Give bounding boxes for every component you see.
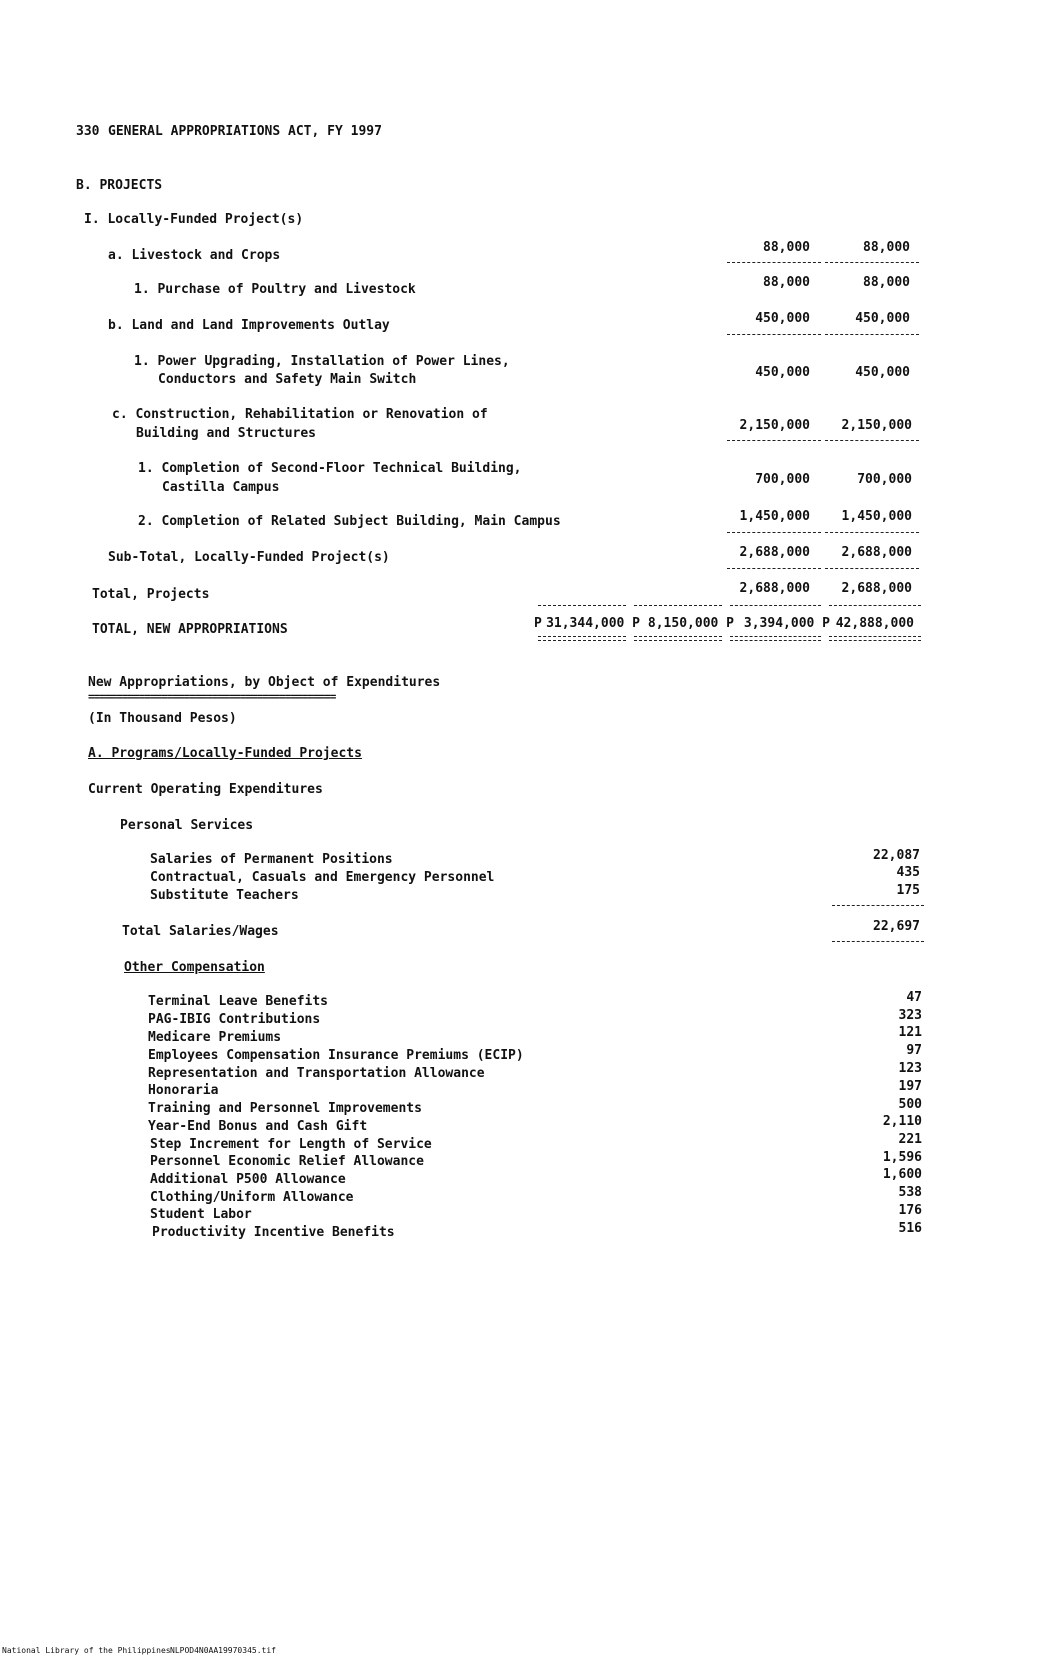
item-c1-col4: 700,000 [755, 472, 810, 487]
total-salaries-label: Total Salaries/Wages [122, 924, 279, 939]
object-heading-rule: ============================================ [88, 690, 336, 703]
section-heading-projects: B. PROJECTS [76, 178, 163, 193]
footer-library: National Library of the Philippines [2, 1646, 171, 1655]
other-label-6: Training and Personnel Improvements [148, 1101, 422, 1116]
total-new-total: 42,888,000 [835, 616, 914, 631]
other-value-2: 121 [898, 1025, 922, 1040]
rule-total-col2 [538, 605, 626, 606]
item-a1-total: 88,000 [863, 275, 910, 290]
subtotal-col4: 2,688,000 [739, 545, 810, 560]
current-operating-heading: Current Operating Expenditures [88, 782, 323, 797]
other-label-7: Year-End Bonus and Cash Gift [148, 1119, 368, 1134]
other-label-11: Clothing/Uniform Allowance [150, 1190, 354, 1205]
item-a1-col4: 88,000 [763, 275, 810, 290]
item-b1-label-line1: 1. Power Upgrading, Installation of Power Lines, [134, 354, 510, 369]
other-label-12: Student Labor [150, 1207, 252, 1222]
rule-c-total [825, 440, 919, 441]
rule-b-col4 [727, 334, 821, 335]
total-projects-col4: 2,688,000 [739, 581, 810, 596]
item-b1-total: 450,000 [855, 365, 910, 380]
unit-label: (In Thousand Pesos) [88, 711, 237, 726]
salary-label-2: Substitute Teachers [150, 888, 299, 903]
total-new-col2: 31,344,000 P [546, 616, 640, 631]
rule-b-total [825, 334, 919, 335]
item-b-total: 450,000 [855, 311, 910, 326]
item-a1-label: 1. Purchase of Poultry and Livestock [134, 282, 416, 297]
double-rule-col3 [634, 636, 722, 641]
other-value-13: 516 [898, 1221, 922, 1236]
other-value-0: 47 [906, 990, 922, 1005]
item-c2-total: 1,450,000 [841, 509, 912, 524]
subtotal-label: Sub-Total, Locally-Funded Project(s) [108, 550, 390, 565]
total-new-col3: 8,150,000 P [647, 616, 734, 631]
total-projects-total: 2,688,000 [841, 581, 912, 596]
item-c-total: 2,150,000 [841, 418, 912, 433]
total-new-col4: 3,394,000 P [743, 616, 830, 631]
rule-a-total [825, 262, 919, 263]
total-new-appropriations-label: TOTAL, NEW APPROPRIATIONS [92, 622, 288, 637]
double-rule-col2 [538, 636, 626, 641]
item-c1-label-line1: 1. Completion of Second-Floor Technical Building, [138, 461, 522, 476]
rule-a-col4 [727, 262, 821, 263]
personal-services-heading: Personal Services [120, 818, 254, 833]
other-value-8: 221 [898, 1132, 922, 1147]
item-a-col4: 88,000 [763, 240, 810, 255]
rule-subtotal-total [825, 568, 919, 569]
rule-total-total [829, 605, 921, 606]
double-rule-total [829, 636, 921, 641]
other-label-1: PAG-IBIG Contributions [148, 1012, 321, 1027]
total-new-peso-sign: P [534, 616, 542, 631]
other-value-10: 1,600 [882, 1167, 922, 1182]
other-label-0: Terminal Leave Benefits [148, 994, 329, 1009]
object-heading: New Appropriations, by Object of Expenditures [88, 675, 441, 690]
page-header-title: GENERAL APPROPRIATIONS ACT, FY 1997 [108, 124, 382, 139]
other-value-6: 500 [898, 1097, 922, 1112]
salary-label-0: Salaries of Permanent Positions [150, 852, 393, 867]
item-c1-total: 700,000 [857, 472, 912, 487]
item-c-label-line2: Building and Structures [136, 426, 317, 441]
other-label-9: Personnel Economic Relief Allowance [150, 1154, 424, 1169]
subtotal-total: 2,688,000 [841, 545, 912, 560]
item-c-col4: 2,150,000 [739, 418, 810, 433]
item-c1-label-line2: Castilla Campus [162, 480, 280, 495]
double-rule-col4 [730, 636, 821, 641]
item-a-total: 88,000 [863, 240, 910, 255]
section-a-heading: A. Programs/Locally-Funded Projects [88, 746, 362, 761]
footer-file: NLPOD4N0AA19970345.tif [170, 1646, 276, 1655]
total-projects-label: Total, Projects [92, 587, 210, 602]
rule-c2-total [825, 532, 919, 533]
other-label-8: Step Increment for Length of Service [150, 1137, 432, 1152]
item-c2-col4: 1,450,000 [739, 509, 810, 524]
other-label-3: Employees Compensation Insurance Premiums (ECIP) [148, 1048, 524, 1063]
salary-label-1: Contractual, Casuals and Emergency Personnel [150, 870, 495, 885]
other-value-5: 197 [898, 1079, 922, 1094]
other-value-12: 176 [898, 1203, 922, 1218]
other-label-5: Honoraria [148, 1083, 219, 1098]
other-value-11: 538 [898, 1185, 922, 1200]
item-b1-col4: 450,000 [755, 365, 810, 380]
item-b-col4: 450,000 [755, 311, 810, 326]
other-value-1: 323 [898, 1008, 922, 1023]
item-a-label: a. Livestock and Crops [108, 248, 281, 263]
item-b-label: b. Land and Land Improvements Outlay [108, 318, 390, 333]
locally-funded-heading: I. Locally-Funded Project(s) [84, 212, 304, 227]
salary-value-1: 435 [896, 865, 920, 880]
other-label-13: Productivity Incentive Benefits [152, 1225, 395, 1240]
page-number: 330 [76, 124, 100, 139]
salary-value-0: 22,087 [873, 848, 920, 863]
rule-total-salaries [832, 941, 924, 942]
rule-subtotal-col4 [727, 568, 821, 569]
item-c2-label: 2. Completion of Related Subject Building, Main Campus [138, 514, 561, 529]
other-label-2: Medicare Premiums [148, 1030, 282, 1045]
total-salaries-value: 22,697 [873, 919, 920, 934]
other-compensation-heading: Other Compensation [124, 960, 265, 975]
other-value-7: 2,110 [882, 1114, 922, 1129]
rule-c2-col4 [727, 532, 821, 533]
other-value-9: 1,596 [882, 1150, 922, 1165]
other-label-4: Representation and Transportation Allowance [148, 1066, 485, 1081]
rule-salaries [832, 905, 924, 906]
other-value-4: 123 [898, 1061, 922, 1076]
rule-c-col4 [727, 440, 821, 441]
item-c-label-line1: c. Construction, Rehabilitation or Renovation of [112, 407, 488, 422]
rule-total-col4 [730, 605, 821, 606]
other-label-10: Additional P500 Allowance [150, 1172, 346, 1187]
item-b1-label-line2: Conductors and Safety Main Switch [158, 372, 417, 387]
rule-total-col3 [634, 605, 722, 606]
salary-value-2: 175 [896, 883, 920, 898]
other-value-3: 97 [906, 1043, 922, 1058]
